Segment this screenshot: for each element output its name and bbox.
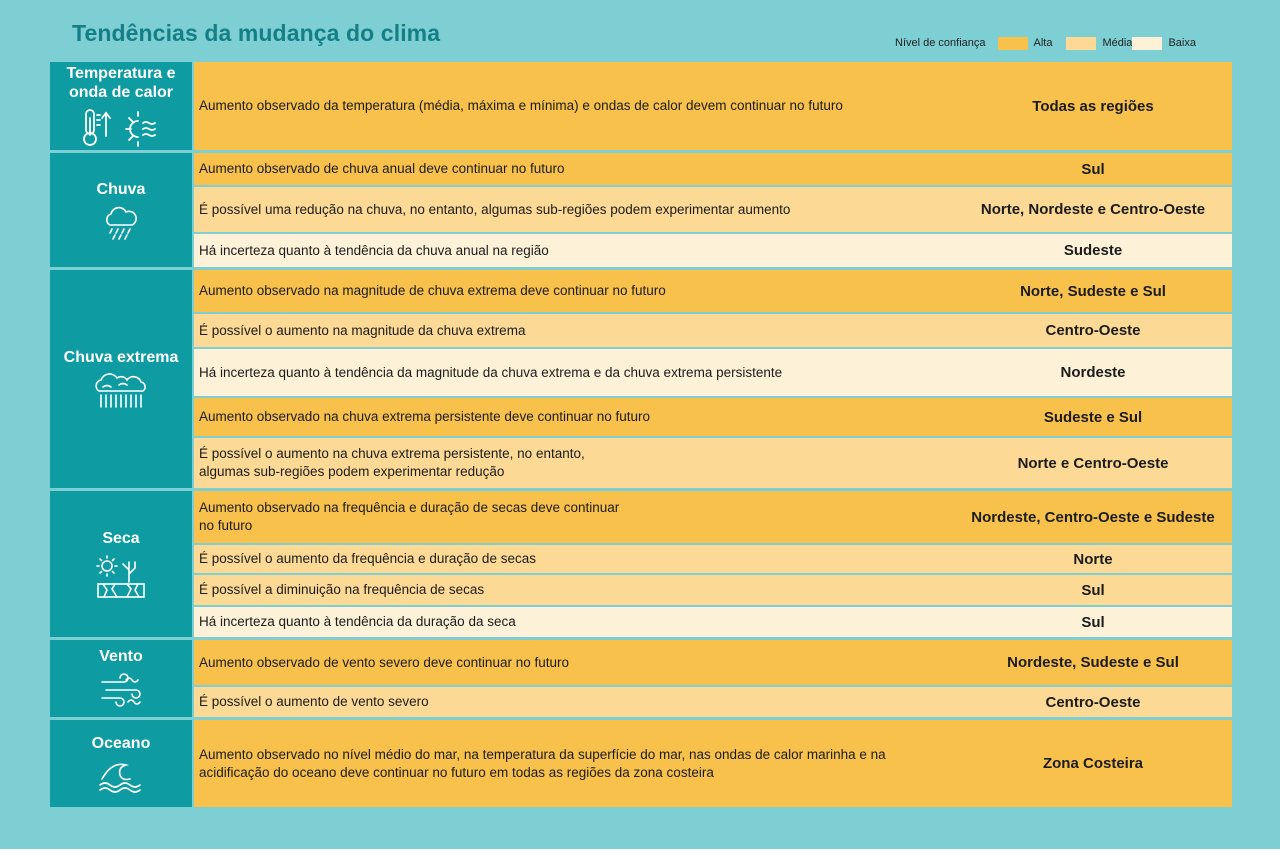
trend-row [194,575,1232,605]
category-group-chuva [50,153,1232,267]
category-cell-vento [50,640,192,717]
trend-region: Centro-Oeste [954,687,1232,717]
trend-description: Há incerteza quanto à tendência da chuva anual na região [199,242,549,258]
category-group-seca [50,491,1232,637]
trend-region: Sudeste e Sul [954,398,1232,436]
trend-region: Zona Costeira [954,720,1232,807]
category-group-chuva-extrema [50,270,1232,488]
trend-description: É possível uma redução na chuva, no entanto, algumas sub-regiões podem experimentar aumento [199,201,791,217]
legend-item-media [1066,37,1132,50]
category-cell-oceano [50,720,192,807]
trend-description: É possível a diminuição na frequência de secas [199,582,485,597]
trend-region: Nordeste, Centro-Oeste e Sudeste [954,491,1232,543]
trend-row [194,153,1232,185]
category-cell-temperature [50,62,192,150]
trend-row [194,720,1232,807]
category-name: Seca [102,529,140,547]
category-group-oceano [50,720,1232,807]
confidence-legend [895,35,1196,51]
trend-description: Aumento observado na magnitude de chuva extrema deve continuar no futuro [199,283,666,298]
trend-region: Nordeste, Sudeste e Sul [954,640,1232,685]
legend-swatch-baixa [1132,37,1162,50]
trend-row [194,349,1232,396]
trend-row [194,545,1232,573]
trend-region: Norte e Centro-Oeste [954,438,1232,488]
legend-swatch-media [1066,37,1096,50]
category-group-vento [50,640,1232,717]
trend-row [194,270,1232,312]
trend-row [194,187,1232,232]
trend-region: Norte [954,545,1232,573]
trend-row [194,398,1232,436]
trend-description: É possível o aumento na magnitude da chuva extrema [199,322,526,338]
trend-region: Sul [954,607,1232,637]
trend-row [194,438,1232,488]
trend-description: Aumento observado de vento severo deve continuar no futuro [199,654,569,670]
trend-row [194,640,1232,685]
trend-region: Nordeste [954,349,1232,396]
category-group-temperature [50,62,1232,150]
category-name: Temperatura e onda de calor [66,65,176,101]
category-cell-seca [50,491,192,637]
category-cell-chuva-extrema [50,270,192,488]
page-title: Tendências da mudança do clima [72,20,441,46]
drought-icon [95,554,147,600]
trend-row [194,314,1232,347]
legend-item-baixa [1132,37,1196,50]
trend-row [194,491,1232,543]
trend-description: Há incerteza quanto à tendência da magnitude da chuva extrema e da chuva extrema persistente [199,364,783,380]
rain-cloud-icon [101,205,141,241]
trend-region: Sudeste [954,234,1232,267]
legend-label-alta: Alta [1033,37,1053,49]
ocean-wave-icon [98,759,144,793]
trend-region: Todas as regiões [954,62,1232,150]
trend-region: Centro-Oeste [954,314,1232,347]
trend-description: Há incerteza quanto à tendência da duração da seca [199,614,516,629]
legend-swatch-alta [998,37,1028,50]
category-cell-chuva [50,153,192,267]
trend-row [194,607,1232,637]
legend-label-baixa: Baixa [1168,37,1196,49]
trend-description: Aumento observado no nível médio do mar, na temperatura da superfície do mar, nas ondas de calor marinha e na acidificação do oceano deve continuar no futuro em todas as regiões da zona costeira [199,746,886,780]
trend-row [194,687,1232,717]
category-name: Chuva [96,180,146,198]
legend-label-media: Média [1102,37,1133,49]
trend-description: Aumento observado da temperatura (média, máxima e mínima) e ondas de calor devem continuar no futuro [199,98,843,113]
trend-row [194,234,1232,267]
trend-description: É possível o aumento de vento severo [199,694,429,709]
trend-description: É possível o aumento na chuva extrema persistente, no entanto, algumas sub-regiões podem experimentar redução [199,446,585,479]
legend-title: Nível de confiança [895,37,986,49]
wind-icon [98,672,144,710]
category-name: Oceano [91,735,151,752]
heavy-rain-icon [93,373,149,411]
trend-description: Aumento observado na frequência e duração de secas deve continuar no futuro [199,500,620,533]
trend-region: Norte, Sudeste e Sul [954,270,1232,312]
trend-region: Norte, Nordeste e Centro-Oeste [954,187,1232,232]
trend-description: Aumento observado na chuva extrema persistente deve continuar no futuro [199,409,651,424]
category-name: Chuva extrema [63,348,179,366]
trend-row [194,62,1232,150]
trend-description: Aumento observado de chuva anual deve continuar no futuro [199,161,565,176]
trend-region: Sul [954,575,1232,605]
thermometer-sun-icon [76,108,166,148]
category-name: Vento [99,648,143,665]
trend-region: Sul [954,153,1232,185]
legend-item-alta [998,37,1053,50]
trend-description: É possível o aumento da frequência e duração de secas [199,551,536,566]
